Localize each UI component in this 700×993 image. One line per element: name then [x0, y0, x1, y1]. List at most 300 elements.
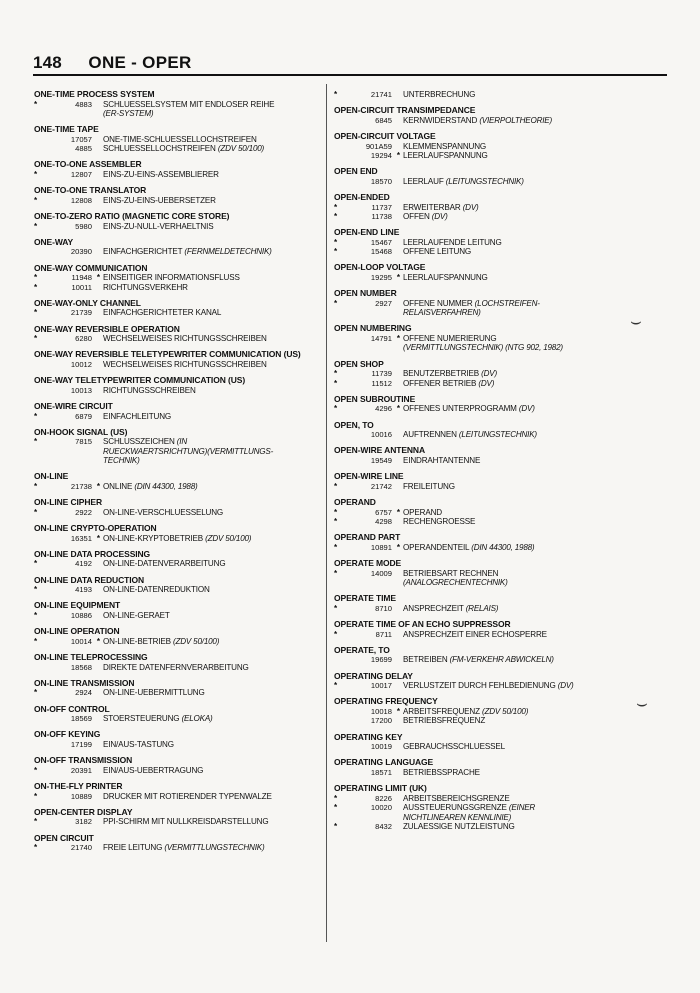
translation-text	[403, 177, 664, 186]
annotation: NICHTLINEAREN KENNLINIE)	[403, 812, 512, 822]
translation-text	[403, 369, 664, 378]
translation-term: AUFTRENNEN	[403, 430, 457, 440]
entry-term: OPEN-WIRE ANTENNA	[334, 445, 426, 456]
entry-term: OPERATE MODE	[334, 558, 402, 568]
glossary-entry	[334, 446, 664, 465]
annotation: (DIN 44300, 1988)	[471, 542, 535, 552]
status-star-2: *	[396, 334, 401, 343]
status-star-2: *	[396, 507, 401, 517]
translation-text	[103, 611, 320, 620]
translation-line	[34, 688, 320, 697]
glossary-entry	[34, 679, 320, 698]
status-star: *	[34, 817, 38, 827]
entry-number: 15468	[370, 247, 392, 257]
translation-term: EINFACHGERICHTETER KANAL	[103, 308, 222, 318]
status-star: *	[34, 437, 38, 447]
translation-text	[403, 238, 664, 247]
glossary-entry	[334, 193, 664, 221]
entry-number: 10011	[71, 282, 92, 292]
translation-term: ON-LINE-UEBERMITTLUNG	[103, 688, 205, 698]
annotation: (VERMITTLUNGSTECHNIK) (NTG 902, 1982)	[403, 343, 563, 353]
translation-term: OFFENES UNTERPROGRAMM	[403, 404, 517, 414]
translation-term: SCHLUESSELSYSTEM MIT ENDLOSER REIHE	[103, 99, 275, 109]
status-star: *	[34, 585, 38, 595]
translation-line	[334, 794, 664, 803]
glossary-entry	[334, 167, 664, 186]
translation-term: ONLINE	[103, 481, 133, 491]
translation-term: OFFEN	[403, 212, 430, 221]
translation-term: EINDRAHTANTENNE	[403, 456, 481, 465]
translation-text	[403, 116, 664, 125]
translation-line	[334, 768, 664, 777]
annotation: (EINER	[508, 803, 536, 813]
translation-text	[103, 109, 320, 118]
translation-text	[103, 283, 320, 292]
entry-number: 18571	[370, 767, 392, 777]
entry-number: 20391	[70, 765, 92, 775]
translation-term: BETRIEBSFREQUENZ	[403, 716, 486, 726]
translation-term: WECHSELWEISES RICHTUNGSSCHREIBEN	[103, 359, 267, 369]
annotation: (DV)	[557, 681, 574, 691]
translation-line	[334, 456, 664, 465]
translation-text	[103, 144, 320, 153]
status-star: *	[334, 629, 338, 639]
glossary-entry	[334, 472, 664, 491]
translation-line	[334, 508, 664, 517]
translation-text	[403, 247, 664, 256]
translation-line	[34, 740, 320, 749]
annotation: (FERNMELDETECHNIK)	[184, 247, 272, 257]
translation-text	[103, 386, 320, 395]
translation-text	[403, 343, 664, 352]
translation-term: EINS-ZU-EINS-ASSEMBLIERER	[103, 170, 219, 179]
entry-number: 11738	[371, 212, 392, 221]
translation-line	[34, 437, 320, 446]
translation-term: EINSEITIGER INFORMATIONSFLUSS	[103, 273, 240, 283]
entry-number: 21741	[370, 90, 392, 99]
translation-term: ON-LINE-GERAET	[103, 610, 170, 620]
entry-term: ONE-WIRE CIRCUIT	[34, 400, 113, 411]
translation-line	[34, 585, 320, 594]
status-star: *	[34, 195, 38, 205]
glossary-entry	[34, 264, 320, 292]
glossary-entry	[34, 299, 320, 318]
translation-line	[34, 334, 320, 343]
translation-term: BENUTZERBETRIEB	[403, 369, 480, 379]
glossary-entry	[34, 601, 320, 620]
translation-line	[34, 196, 320, 205]
translation-text	[403, 299, 664, 308]
translation-line	[334, 343, 664, 352]
translation-term: EINFACHLEITUNG	[103, 411, 172, 421]
entry-number: 2922	[75, 507, 92, 517]
glossary-entry	[334, 324, 664, 352]
translation-term: PPI-SCHIRM MIT NULLKREISDARSTELLUNG	[103, 817, 269, 827]
translation-line	[34, 360, 320, 369]
translation-text	[403, 822, 664, 831]
translation-text	[103, 817, 320, 826]
translation-term: LEERLAUFENDE LEITUNG	[403, 237, 502, 247]
status-star: *	[34, 481, 38, 491]
translation-line	[334, 813, 664, 822]
translation-term: ANSPRECHZEIT EINER ECHOSPERRE	[403, 629, 547, 639]
entry-term: OPERAND	[334, 497, 376, 507]
annotation: (ANALOGRECHENTECHNIK)	[403, 578, 508, 587]
status-star: *	[34, 308, 38, 318]
translation-line	[34, 482, 320, 491]
annotation: (VIERPOLTHEORIE)	[479, 115, 552, 125]
annotation: (ZDV 50/100)	[482, 706, 529, 716]
glossary-entry	[334, 672, 664, 691]
entry-number: 21742	[370, 481, 392, 491]
translation-text	[103, 740, 320, 749]
page-header	[33, 53, 192, 73]
translation-text	[103, 247, 320, 256]
annotation: RUECKWAERTSRICHTUNG)(VERMITTLUNGS-	[103, 446, 274, 456]
translation-text	[103, 714, 320, 723]
entry-number: 10019	[370, 742, 392, 752]
status-star-2: *	[96, 636, 101, 646]
status-star: *	[34, 843, 38, 853]
status-star: *	[334, 517, 338, 526]
status-star: *	[334, 822, 338, 831]
translation-line	[34, 637, 320, 646]
status-star-2: *	[396, 151, 401, 160]
translation-text	[403, 707, 664, 716]
translation-line	[334, 404, 664, 413]
glossary-entry	[34, 160, 320, 179]
entry-number: 10014	[70, 636, 92, 646]
glossary-entry	[34, 402, 320, 421]
entry-number: 19294	[370, 151, 392, 160]
column-divider	[326, 84, 327, 942]
status-star: *	[34, 221, 38, 231]
entry-term: ON-OFF TRANSMISSION	[34, 755, 133, 766]
translation-text	[403, 90, 664, 99]
annotation: (DV)	[478, 378, 495, 388]
glossary-entry	[34, 627, 320, 646]
translation-line	[34, 508, 320, 517]
entry-term: OPEN SHOP	[334, 358, 384, 369]
translation-line	[34, 843, 320, 852]
annotation: (DV)	[462, 202, 479, 212]
status-star-2: *	[96, 273, 101, 283]
annotation: (LEITUNGSTECHNIK)	[445, 176, 524, 186]
translation-text	[103, 792, 320, 801]
translation-term: OFFENE NUMERIERUNG	[403, 334, 497, 343]
translation-line	[334, 569, 664, 578]
entry-number: 18569	[70, 714, 92, 724]
translation-term: ON-LINE-DATENREDUKTION	[103, 585, 210, 595]
entry-number: 12807	[70, 170, 92, 179]
entry-term: ON-LINE OPERATION	[34, 626, 120, 637]
translation-text	[103, 637, 320, 646]
glossary-entry	[34, 498, 320, 517]
annotation: (VERMITTLUNGSTECHNIK)	[164, 843, 265, 853]
glossary-entry	[334, 620, 664, 639]
translation-text	[403, 569, 664, 578]
glossary-entry	[334, 263, 664, 282]
annotation: (ELOKA)	[181, 714, 213, 724]
translation-line	[34, 559, 320, 568]
translation-text	[103, 456, 320, 465]
translation-term: OFFENE NUMMER	[403, 298, 473, 308]
translation-term: STOERSTEUERUNG	[103, 714, 180, 724]
entry-number: 6757	[375, 507, 392, 517]
glossary-entry	[334, 533, 664, 552]
status-star-2: *	[96, 481, 101, 491]
translation-line	[34, 170, 320, 179]
annotation: (DIN 44300, 1988)	[134, 481, 198, 491]
translation-line	[34, 792, 320, 801]
entry-term: OPEN-LOOP VOLTAGE	[334, 262, 426, 273]
status-star-2: *	[396, 404, 401, 414]
annotation: RELAISVERFAHREN)	[403, 308, 481, 318]
translation-line	[334, 681, 664, 690]
translation-text	[403, 681, 664, 690]
translation-text	[403, 630, 664, 639]
entry-term: ON-HOOK SIGNAL (US)	[34, 426, 128, 437]
entry-term: ON-LINE DATA PROCESSING	[34, 548, 151, 559]
translation-text	[403, 742, 664, 751]
translation-line	[334, 238, 664, 247]
translation-line	[34, 283, 320, 292]
entry-number: 12808	[70, 195, 92, 205]
entry-number: 10016	[370, 430, 392, 440]
translation-term: EIN/AUS-TASTUNG	[103, 739, 174, 749]
translation-term: EIN/AUS-UEBERTRAGUNG	[103, 765, 204, 775]
entry-term: ONE-TO-ZERO RATIO (MAGNETIC CORE STORE)	[34, 211, 230, 221]
translation-text	[403, 151, 664, 160]
annotation: (FM-VERKEHR ABWICKELN)	[449, 655, 554, 665]
glossary-entry	[34, 212, 320, 231]
translation-text	[103, 843, 320, 852]
translation-term: AUSSTEUERUNGSGRENZE	[403, 803, 507, 813]
glossary-entry	[34, 524, 320, 543]
translation-text	[103, 663, 320, 672]
translation-text	[403, 543, 664, 552]
glossary-entry	[34, 125, 320, 153]
entry-number: 6845	[375, 115, 392, 125]
translation-line	[334, 247, 664, 256]
translation-term: SCHLUSSZEICHEN	[103, 437, 175, 447]
entry-number: 8432	[375, 822, 392, 831]
translation-text	[403, 517, 664, 526]
translation-line	[34, 412, 320, 421]
entry-number: 11739	[371, 369, 392, 379]
translation-text	[103, 508, 320, 517]
glossary-entry	[334, 395, 664, 414]
glossary-entry	[34, 90, 320, 118]
entry-term: ON-OFF CONTROL	[34, 703, 110, 714]
translation-line	[34, 273, 320, 282]
entry-number: 10891	[370, 542, 392, 552]
translation-term: RICHTUNGSVERKEHR	[103, 282, 188, 292]
translation-line	[334, 151, 664, 160]
entry-term: OPEN SUBROUTINE	[334, 393, 416, 404]
translation-text	[403, 334, 664, 343]
translation-text	[103, 170, 320, 179]
page-range-title: ONE - OPER	[88, 53, 192, 72]
annotation: (RELAIS)	[465, 603, 499, 613]
glossary-entry	[334, 498, 664, 526]
translation-term: ERWEITERBAR	[403, 202, 461, 212]
translation-text	[103, 766, 320, 775]
entry-term: OPEN-END LINE	[334, 227, 400, 238]
entry-term: OPERAND PART	[334, 532, 401, 543]
glossary-entry	[334, 559, 664, 587]
entry-number: 18568	[70, 662, 92, 672]
entry-number: 20390	[70, 247, 92, 257]
glossary-entry	[34, 350, 320, 369]
entry-number: 14009	[370, 568, 392, 578]
status-star: *	[334, 247, 338, 257]
status-star: *	[334, 202, 338, 212]
translation-text	[403, 212, 664, 221]
entry-term: ON-LINE EQUIPMENT	[34, 600, 121, 611]
translation-term: OFFENE LEITUNG	[403, 247, 472, 257]
translation-term: WECHSELWEISES RICHTUNGSSCHREIBEN	[103, 334, 267, 344]
translation-line	[34, 534, 320, 543]
status-star: *	[334, 603, 338, 613]
status-star: *	[334, 803, 338, 813]
translation-text	[403, 430, 664, 439]
entry-term: OPERATING DELAY	[334, 670, 413, 681]
annotation: (LEITUNGSTECHNIK)	[458, 430, 537, 440]
glossary-entry	[34, 238, 320, 257]
translation-term: BETRIEBSART RECHNEN	[403, 568, 499, 578]
translation-text	[103, 273, 320, 282]
translation-text	[403, 203, 664, 212]
entry-term: ONE-WAY REVERSIBLE OPERATION	[34, 323, 180, 334]
status-star: *	[334, 212, 338, 221]
entry-number: 15467	[370, 237, 392, 247]
translation-term: LEERLAUFSPANNUNG	[403, 273, 488, 282]
translation-term: OPERANDENTEIL	[403, 542, 470, 552]
translation-text	[403, 508, 664, 517]
translation-line	[34, 135, 320, 144]
glossary-entry	[34, 653, 320, 672]
glossary-entry	[34, 472, 320, 491]
translation-line	[334, 742, 664, 751]
entry-number: 4193	[75, 585, 92, 595]
translation-term: OPERAND	[403, 507, 442, 517]
translation-term: FREILEITUNG	[403, 481, 455, 491]
translation-line	[34, 247, 320, 256]
translation-line	[34, 714, 320, 723]
translation-line	[334, 707, 664, 716]
translation-line	[334, 116, 664, 125]
annotation: (ZDV 50/100)	[173, 636, 220, 646]
translation-term: BETRIEBSSPRACHE	[403, 767, 480, 777]
translation-term: BETREIBEN	[403, 655, 448, 665]
entry-term: ON-THE-FLY PRINTER	[34, 780, 123, 791]
translation-text	[103, 334, 320, 343]
glossary-entry	[34, 730, 320, 749]
translation-line	[334, 369, 664, 378]
entry-number: 10889	[70, 791, 92, 801]
glossary-entry	[34, 808, 320, 827]
annotation: (LOCHSTREIFEN-	[474, 298, 540, 308]
translation-line	[34, 144, 320, 153]
translation-term: ARBEITSFREQUENZ	[403, 706, 480, 716]
glossary-entry	[334, 90, 664, 99]
translation-term: ARBEITSBEREICHSGRENZE	[403, 793, 510, 803]
status-star: *	[34, 334, 38, 344]
translation-term: ONE-TIME-SCHLUESSELLOCHSTREIFEN	[103, 134, 257, 144]
translation-term: GEBRAUCHSSCHLUESSEL	[403, 742, 505, 752]
status-star: *	[34, 282, 38, 292]
translation-line	[334, 822, 664, 831]
glossary-entry	[334, 421, 664, 440]
status-star: *	[334, 378, 338, 388]
status-star: *	[334, 404, 338, 414]
entry-number: 7815	[75, 437, 92, 447]
status-star: *	[34, 765, 38, 775]
translation-text	[103, 437, 320, 446]
translation-line	[334, 90, 664, 99]
entry-term: OPERATE TIME OF AN ECHO SUPPRESSOR	[334, 619, 511, 629]
glossary-entry	[34, 325, 320, 344]
entry-term: OPEN NUMBERING	[334, 323, 412, 334]
glossary-entry	[334, 697, 664, 725]
translation-line	[34, 386, 320, 395]
translation-line	[334, 212, 664, 221]
entry-term: ON-OFF KEYING	[34, 729, 101, 740]
entry-number: 19699	[370, 655, 392, 665]
translation-text	[403, 142, 664, 151]
translation-text	[103, 585, 320, 594]
glossary-entry	[334, 646, 664, 665]
translation-line	[34, 447, 320, 456]
translation-line	[34, 109, 320, 118]
translation-line	[34, 611, 320, 620]
translation-text	[403, 273, 664, 282]
entry-term: ONE-WAY TELETYPEWRITER COMMUNICATION (US)	[34, 375, 246, 386]
entry-number: 10020	[370, 803, 392, 813]
annotation: (ER-SYSTEM)	[103, 109, 154, 118]
translation-term: ANSPRECHZEIT	[403, 603, 464, 613]
entry-term: ONE-WAY	[34, 236, 74, 247]
translation-line	[334, 299, 664, 308]
translation-text	[403, 456, 664, 465]
translation-text	[103, 688, 320, 697]
status-star: *	[334, 237, 338, 247]
entry-number: 10012	[70, 359, 92, 369]
translation-text	[403, 794, 664, 803]
translation-text	[103, 447, 320, 456]
translation-line	[34, 222, 320, 231]
translation-line	[34, 766, 320, 775]
glossary-entry	[334, 132, 664, 160]
translation-text	[403, 482, 664, 491]
entry-number: 11512	[371, 378, 392, 388]
translation-line	[334, 482, 664, 491]
glossary-entry	[334, 784, 664, 831]
entry-number: 8226	[375, 793, 392, 803]
entry-number: 19549	[370, 456, 392, 465]
glossary-entry	[334, 594, 664, 613]
translation-term: KLEMMENSPANNUNG	[403, 141, 487, 151]
entry-number: 3182	[75, 817, 92, 827]
status-star: *	[334, 369, 338, 379]
entry-number: 2924	[75, 688, 92, 698]
entry-number: 2927	[375, 298, 392, 308]
status-star-2: *	[396, 273, 401, 282]
translation-line	[334, 334, 664, 343]
translation-text	[403, 716, 664, 725]
entry-number: 21740	[70, 843, 92, 853]
